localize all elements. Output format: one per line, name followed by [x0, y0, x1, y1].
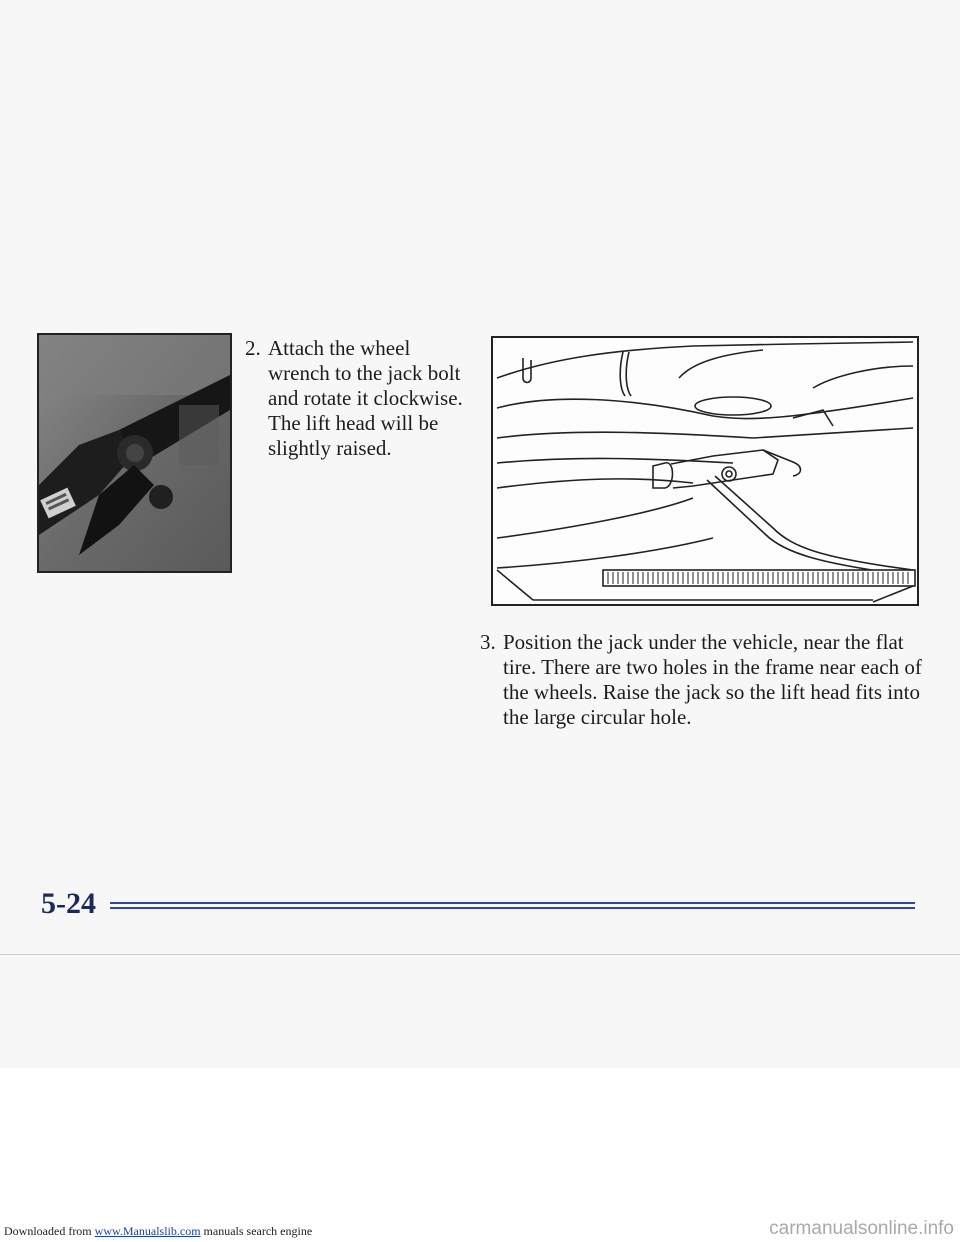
footer-rule-bottom: [110, 907, 915, 909]
page-bottom-divider: [0, 954, 960, 955]
step-3-instruction: [480, 630, 920, 740]
step-3-number: 3.: [480, 630, 496, 654]
download-suffix: manuals search engine: [200, 1224, 313, 1238]
jack-wrench-photo: [37, 333, 232, 573]
step-2-instruction: [245, 336, 465, 466]
step-2-text: Attach the wheel wrench to the jack bolt and rotate it clockwise. The lift head will be slightly raised.: [268, 336, 463, 460]
footer-rule-top: [110, 902, 915, 904]
page-number: 5-24: [41, 887, 96, 920]
manualslib-link[interactable]: www.Manualslib.com: [94, 1224, 201, 1238]
viewer-footer: [0, 1068, 960, 1242]
download-prefix: Downloaded from: [4, 1224, 95, 1238]
step-2-number: 2.: [245, 336, 261, 360]
site-watermark: carmanualsonline.info: [769, 1218, 954, 1239]
jack-under-frame-illustration: [491, 336, 919, 606]
step-3-text: Position the jack under the vehicle, near the flat tire. There are two holes in the frame near each of the wheels. Raise the jack so the lift head fits into the large circular hole.: [503, 630, 922, 729]
download-attribution: [4, 1224, 312, 1238]
